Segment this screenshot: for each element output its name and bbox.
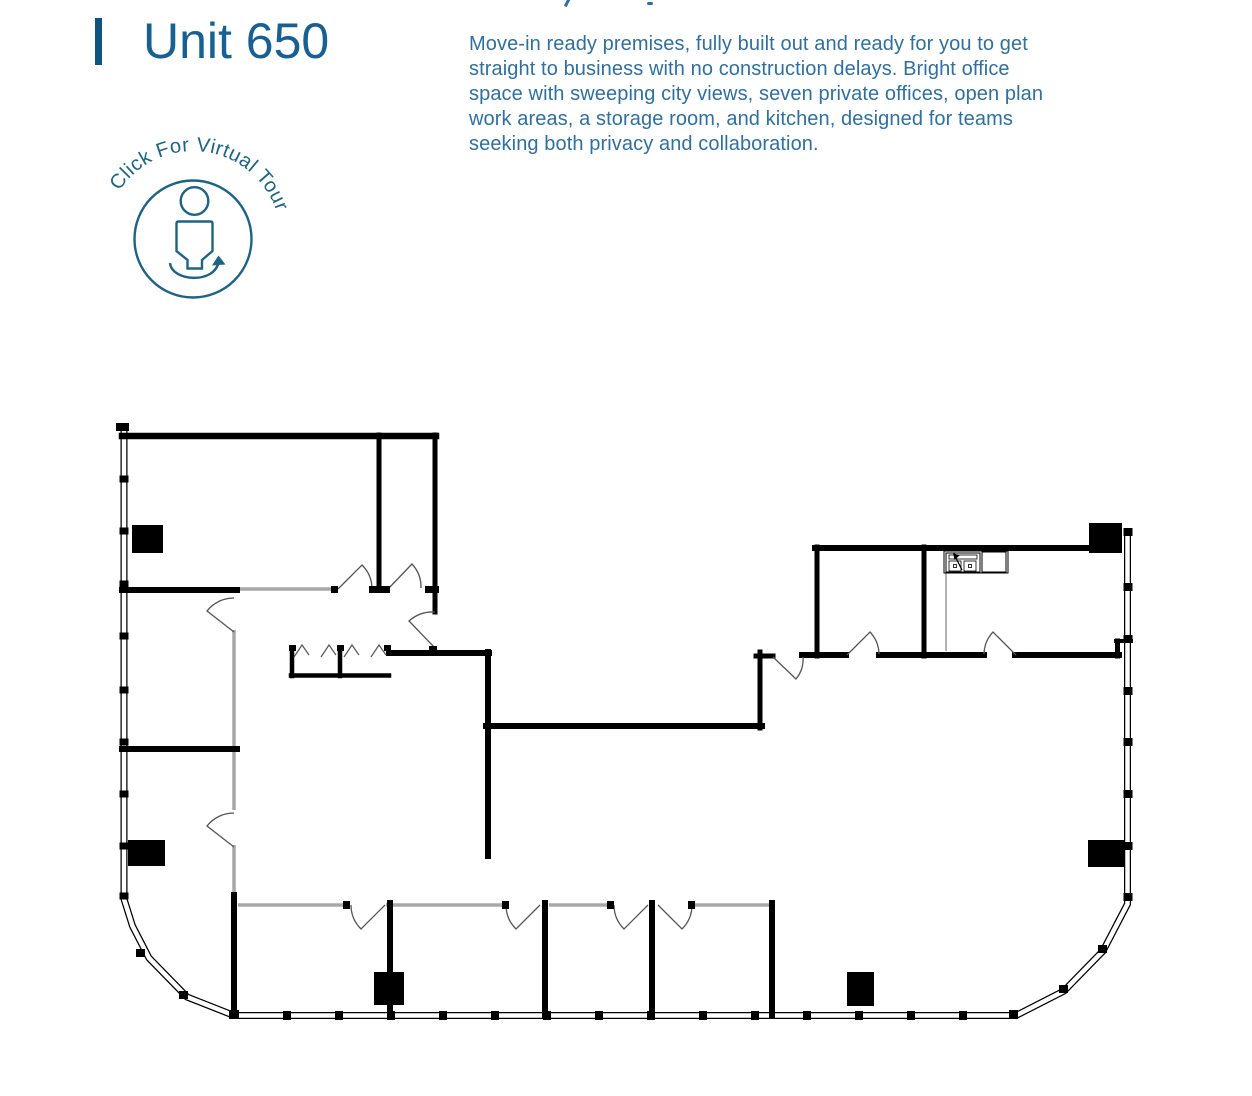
- interior-walls: [122, 435, 1131, 1015]
- description-line: seeking both privacy and collaboration.: [469, 133, 819, 155]
- description-line: Move-in ready premises, fully built out and ready for you to get: [469, 33, 1028, 55]
- description-line: space with sweeping city views, seven private offices, open plan: [469, 83, 1044, 105]
- description-line: work areas, a storage room, and kitchen, designed for teams: [469, 108, 1013, 130]
- door-swings: [207, 564, 1016, 929]
- description-line: straight to business with no construction delays. Bright office: [469, 58, 1010, 80]
- kitchen-sink: [944, 551, 1008, 573]
- wall-ticks: [116, 423, 1133, 1020]
- structural-columns: [128, 523, 1125, 1006]
- door-jambs: [289, 586, 695, 909]
- glass-partitions: [234, 589, 770, 905]
- page-title: Unit 650: [143, 13, 330, 69]
- virtual-tour-arc-label: Click For Virtual Tour: [105, 133, 293, 214]
